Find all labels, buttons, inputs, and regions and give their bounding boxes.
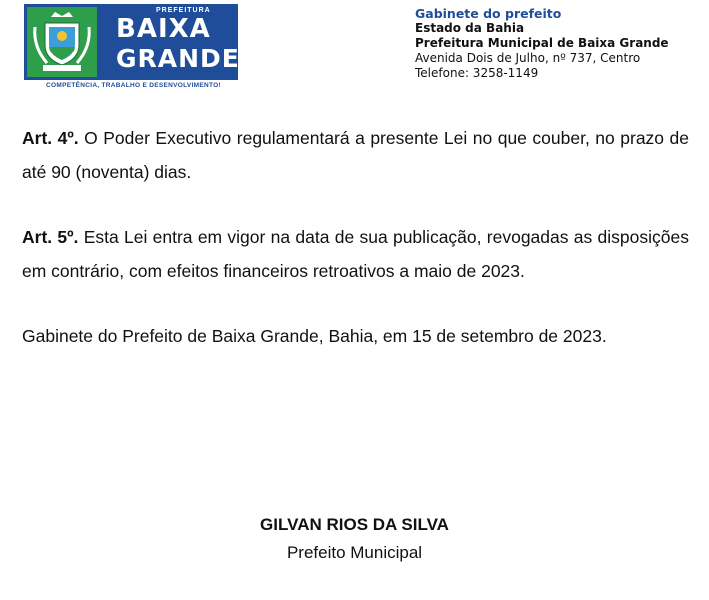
office-municipality: Prefeitura Municipal de Baixa Grande	[415, 36, 669, 50]
article-4-text: O Poder Executivo regulamentará a presente Lei no que couber, no prazo de até 90 (noventa) dias.	[22, 128, 689, 182]
closing-statement: Gabinete do Prefeito de Baixa Grande, Bahia, em 15 de setembro de 2023.	[22, 326, 607, 346]
brand-line-1: BAIXA	[116, 14, 211, 44]
article-4	[22, 121, 689, 189]
office-info	[415, 6, 669, 81]
prefeitura-caption: PREFEITURA	[156, 7, 211, 14]
signatory-role: Prefeito Municipal	[286, 543, 423, 562]
slogan: COMPETÊNCIA, TRABALHO E DESENVOLVIMENTO!	[46, 82, 221, 89]
office-state: Estado da Bahia	[415, 21, 525, 35]
article-5-label: Art. 5º.	[22, 227, 79, 247]
brand-line-2: GRANDE	[116, 44, 240, 73]
office-address: Avenida Dois de Julho, nº 737, Centro	[415, 51, 641, 65]
coat-of-arms-icon	[27, 7, 97, 77]
municipal-logo	[24, 4, 238, 80]
article-5-text: Esta Lei entra em vigor na data de sua publicação, revogadas as disposições em contrário, com efeitos financeiros retroativos a maio de 2023.	[22, 227, 689, 281]
article-4-label: Art. 4º.	[22, 128, 79, 148]
signatory-name: GILVAN RIOS DA SILVA	[260, 515, 449, 534]
letterhead	[0, 0, 709, 100]
office-title: Gabinete do prefeito	[415, 6, 562, 21]
article-5	[22, 220, 689, 288]
office-phone: Telefone: 3258-1149	[415, 66, 539, 80]
